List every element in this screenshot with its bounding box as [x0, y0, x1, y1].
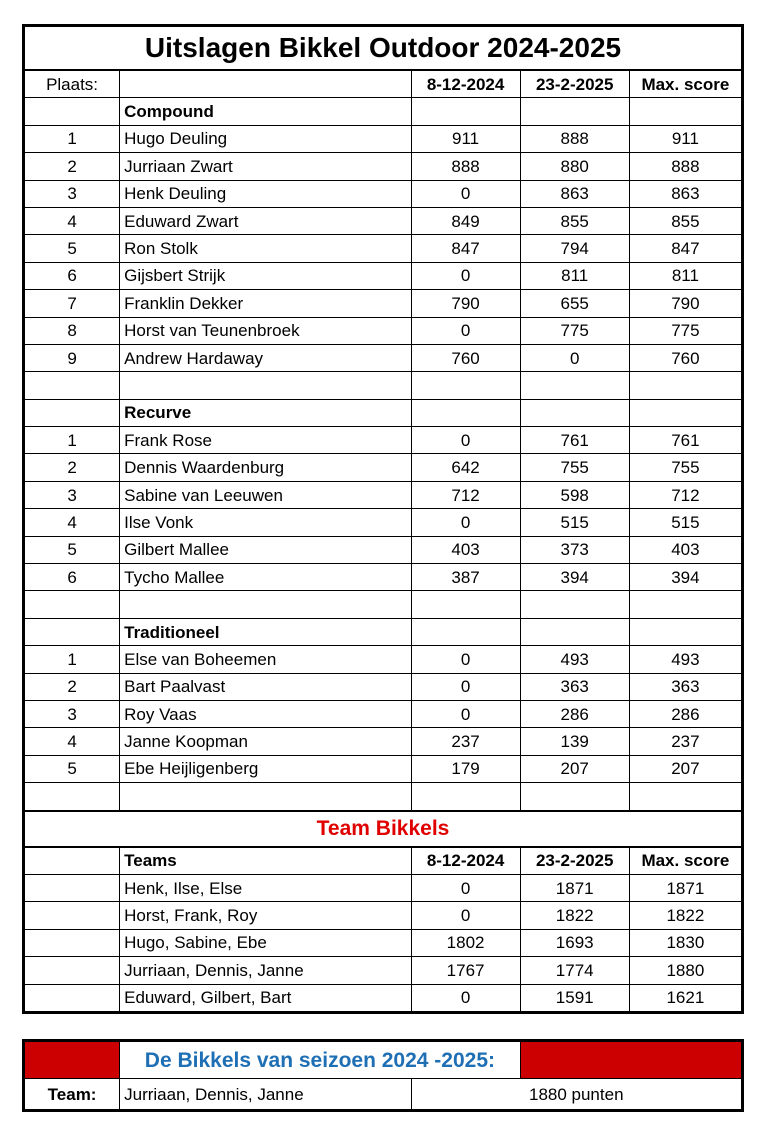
category-row [24, 98, 743, 125]
archer-name: Gilbert Mallee [120, 536, 411, 563]
team-header-label: Teams [120, 847, 411, 875]
team-max-score: 1621 [629, 984, 742, 1012]
team-score-date-2: 1774 [520, 957, 629, 984]
table-row [24, 536, 743, 563]
score-date-2: 207 [520, 755, 629, 782]
place-cell: 4 [24, 728, 120, 755]
results-table [22, 24, 744, 1014]
score-date-2: 363 [520, 673, 629, 700]
empty-cell [520, 372, 629, 399]
score-date-2: 775 [520, 317, 629, 344]
place-cell: 1 [24, 125, 120, 152]
empty-cell [24, 399, 120, 426]
archer-name: Eduward Zwart [120, 207, 411, 234]
table-row [24, 509, 743, 536]
team-row [24, 984, 743, 1012]
place-cell: 9 [24, 344, 120, 371]
table-row [24, 180, 743, 207]
place-cell: 5 [24, 536, 120, 563]
team-score-date-1: 0 [411, 874, 520, 901]
header-place: Plaats: [24, 70, 120, 98]
table-row [24, 700, 743, 727]
score-date-1: 849 [411, 207, 520, 234]
max-score: 515 [629, 509, 742, 536]
place-cell: 2 [24, 673, 120, 700]
winner-table [22, 1039, 744, 1112]
place-cell: 3 [24, 700, 120, 727]
team-members: Henk, Ilse, Else [120, 874, 411, 901]
score-date-1: 237 [411, 728, 520, 755]
score-date-2: 855 [520, 207, 629, 234]
archer-name: Ilse Vonk [120, 509, 411, 536]
team-score-date-1: 0 [411, 902, 520, 929]
archer-name: Andrew Hardaway [120, 344, 411, 371]
team-score-date-1: 1802 [411, 929, 520, 956]
archer-name: Ebe Heijligenberg [120, 755, 411, 782]
category-name: Recurve [120, 399, 411, 426]
team-header-date-2: 23-2-2025 [520, 847, 629, 875]
max-score: 855 [629, 207, 742, 234]
archer-name: Bart Paalvast [120, 673, 411, 700]
max-score: 755 [629, 454, 742, 481]
empty-cell [520, 399, 629, 426]
team-header-max: Max. score [629, 847, 742, 875]
empty-cell [629, 591, 742, 618]
score-date-1: 387 [411, 564, 520, 591]
max-score: 207 [629, 755, 742, 782]
place-cell: 6 [24, 262, 120, 289]
place-cell: 2 [24, 454, 120, 481]
archer-name: Hugo Deuling [120, 125, 411, 152]
table-row [24, 262, 743, 289]
max-score: 811 [629, 262, 742, 289]
max-score: 790 [629, 290, 742, 317]
category-row [24, 618, 743, 645]
score-date-1: 0 [411, 262, 520, 289]
winner-title: De Bikkels van seizoen 2024 -2025: [120, 1041, 521, 1079]
score-date-1: 0 [411, 317, 520, 344]
score-date-2: 373 [520, 536, 629, 563]
score-date-1: 0 [411, 700, 520, 727]
score-date-2: 493 [520, 646, 629, 673]
empty-cell [520, 783, 629, 811]
empty-cell [411, 399, 520, 426]
archer-name: Roy Vaas [120, 700, 411, 727]
team-members: Hugo, Sabine, Ebe [120, 929, 411, 956]
max-score: 863 [629, 180, 742, 207]
score-date-2: 863 [520, 180, 629, 207]
category-name: Traditioneel [120, 618, 411, 645]
table-row [24, 646, 743, 673]
score-date-1: 0 [411, 509, 520, 536]
empty-cell [120, 783, 411, 811]
table-row [24, 755, 743, 782]
table-row [24, 125, 743, 152]
score-date-2: 888 [520, 125, 629, 152]
archer-name: Dennis Waardenburg [120, 454, 411, 481]
score-date-1: 888 [411, 153, 520, 180]
team-max-score: 1871 [629, 874, 742, 901]
empty-cell [411, 783, 520, 811]
archer-name: Tycho Mallee [120, 564, 411, 591]
team-score-date-2: 1591 [520, 984, 629, 1012]
table-row [24, 317, 743, 344]
place-cell: 3 [24, 180, 120, 207]
archer-name: Gijsbert Strijk [120, 262, 411, 289]
header-date-1: 8-12-2024 [411, 70, 520, 98]
archer-name: Jurriaan Zwart [120, 153, 411, 180]
score-date-1: 179 [411, 755, 520, 782]
team-max-score: 1880 [629, 957, 742, 984]
score-date-2: 811 [520, 262, 629, 289]
empty-cell [24, 618, 120, 645]
score-date-2: 139 [520, 728, 629, 755]
empty-cell [24, 902, 120, 929]
empty-cell [24, 783, 120, 811]
score-date-1: 0 [411, 427, 520, 454]
table-row [24, 673, 743, 700]
team-members: Eduward, Gilbert, Bart [120, 984, 411, 1012]
archer-name: Franklin Dekker [120, 290, 411, 317]
red-block-left [24, 1041, 120, 1079]
max-score: 493 [629, 646, 742, 673]
team-header-row [24, 847, 743, 875]
team-score-date-2: 1693 [520, 929, 629, 956]
place-cell: 1 [24, 646, 120, 673]
place-cell: 8 [24, 317, 120, 344]
archer-name: Else van Boheemen [120, 646, 411, 673]
empty-cell [411, 591, 520, 618]
score-date-2: 598 [520, 481, 629, 508]
archer-name: Henk Deuling [120, 180, 411, 207]
score-date-2: 515 [520, 509, 629, 536]
place-cell: 5 [24, 235, 120, 262]
empty-cell [411, 372, 520, 399]
score-date-2: 0 [520, 344, 629, 371]
max-score: 363 [629, 673, 742, 700]
max-score: 403 [629, 536, 742, 563]
empty-cell [520, 618, 629, 645]
max-score: 888 [629, 153, 742, 180]
team-members: Horst, Frank, Roy [120, 902, 411, 929]
team-score-date-1: 0 [411, 984, 520, 1012]
team-title-row [24, 811, 743, 847]
place-cell: 4 [24, 509, 120, 536]
score-date-1: 403 [411, 536, 520, 563]
archer-name: Sabine van Leeuwen [120, 481, 411, 508]
empty-cell [24, 591, 120, 618]
max-score: 911 [629, 125, 742, 152]
empty-cell [24, 847, 120, 875]
empty-cell [629, 399, 742, 426]
empty-cell [411, 618, 520, 645]
empty-cell [24, 929, 120, 956]
table-row [24, 427, 743, 454]
score-date-2: 394 [520, 564, 629, 591]
team-max-score: 1830 [629, 929, 742, 956]
empty-cell [120, 591, 411, 618]
team-score-date-1: 1767 [411, 957, 520, 984]
team-header-date-1: 8-12-2024 [411, 847, 520, 875]
winner-team-names: Jurriaan, Dennis, Janne [120, 1079, 411, 1111]
place-cell: 7 [24, 290, 120, 317]
table-row [24, 207, 743, 234]
team-row [24, 874, 743, 901]
place-cell: 1 [24, 427, 120, 454]
score-date-1: 790 [411, 290, 520, 317]
table-row [24, 481, 743, 508]
empty-cell [520, 591, 629, 618]
empty-cell [24, 98, 120, 125]
max-score: 760 [629, 344, 742, 371]
category-name: Compound [120, 98, 411, 125]
place-cell: 6 [24, 564, 120, 591]
empty-cell [24, 984, 120, 1012]
archer-name: Horst van Teunenbroek [120, 317, 411, 344]
max-score: 761 [629, 427, 742, 454]
score-date-1: 760 [411, 344, 520, 371]
header-max-score: Max. score [629, 70, 742, 98]
score-date-1: 0 [411, 646, 520, 673]
table-row [24, 290, 743, 317]
page-title: Uitslagen Bikkel Outdoor 2024-2025 [24, 26, 743, 71]
max-score: 237 [629, 728, 742, 755]
place-cell: 3 [24, 481, 120, 508]
team-row [24, 957, 743, 984]
score-date-2: 286 [520, 700, 629, 727]
header-name [120, 70, 411, 98]
team-max-score: 1822 [629, 902, 742, 929]
red-block-right [520, 1041, 742, 1079]
spacer-row [24, 783, 743, 811]
score-date-1: 0 [411, 673, 520, 700]
table-row [24, 564, 743, 591]
archer-name: Frank Rose [120, 427, 411, 454]
empty-cell [629, 98, 742, 125]
team-score-date-2: 1822 [520, 902, 629, 929]
max-score: 394 [629, 564, 742, 591]
category-row [24, 399, 743, 426]
score-date-1: 911 [411, 125, 520, 152]
spacer-row [24, 372, 743, 399]
place-cell: 4 [24, 207, 120, 234]
winner-team-label: Team: [24, 1079, 120, 1111]
empty-cell [24, 874, 120, 901]
score-date-2: 794 [520, 235, 629, 262]
score-date-1: 712 [411, 481, 520, 508]
empty-cell [629, 372, 742, 399]
empty-cell [24, 372, 120, 399]
empty-cell [411, 98, 520, 125]
score-date-1: 642 [411, 454, 520, 481]
max-score: 775 [629, 317, 742, 344]
table-row [24, 454, 743, 481]
spacer-row [24, 591, 743, 618]
team-row [24, 902, 743, 929]
archer-name: Ron Stolk [120, 235, 411, 262]
score-date-2: 655 [520, 290, 629, 317]
header-row [24, 70, 743, 98]
team-section-title: Team Bikkels [24, 811, 743, 847]
empty-cell [120, 372, 411, 399]
max-score: 712 [629, 481, 742, 508]
team-row [24, 929, 743, 956]
winner-points: 1880 punten [411, 1079, 742, 1111]
table-row [24, 344, 743, 371]
team-score-date-2: 1871 [520, 874, 629, 901]
max-score: 286 [629, 700, 742, 727]
empty-cell [629, 783, 742, 811]
header-date-2: 23-2-2025 [520, 70, 629, 98]
place-cell: 2 [24, 153, 120, 180]
score-date-1: 0 [411, 180, 520, 207]
score-date-2: 755 [520, 454, 629, 481]
score-date-1: 847 [411, 235, 520, 262]
score-date-2: 880 [520, 153, 629, 180]
empty-cell [629, 618, 742, 645]
place-cell: 5 [24, 755, 120, 782]
empty-cell [520, 98, 629, 125]
table-row [24, 728, 743, 755]
team-members: Jurriaan, Dennis, Janne [120, 957, 411, 984]
empty-cell [24, 957, 120, 984]
score-date-2: 761 [520, 427, 629, 454]
table-row [24, 153, 743, 180]
table-row [24, 235, 743, 262]
archer-name: Janne Koopman [120, 728, 411, 755]
max-score: 847 [629, 235, 742, 262]
